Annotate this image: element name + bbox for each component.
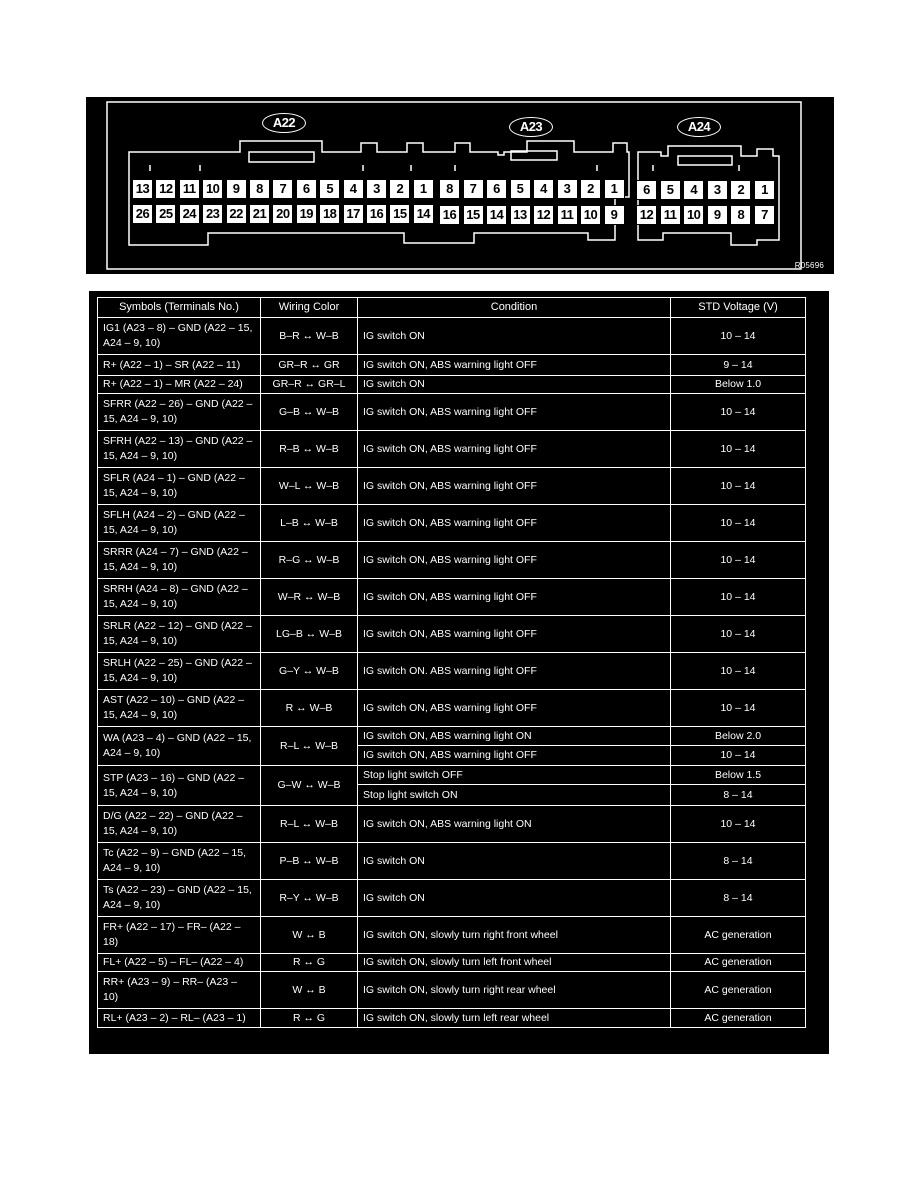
connector-a22-pin: 7	[272, 179, 293, 199]
wiring-color-cell: R ↔ W–B	[261, 690, 358, 727]
std-voltage-cell: 10 – 14	[671, 542, 806, 579]
connector-a22-pin: 9	[226, 179, 247, 199]
connector-a23-pin: 8	[439, 179, 460, 199]
connector-a22-pin: 3	[366, 179, 387, 199]
std-voltage-cell: 10 – 14	[671, 505, 806, 542]
connector-a22-pin: 19	[296, 204, 317, 224]
wiring-color-cell: G–Y ↔ W–B	[261, 653, 358, 690]
header-wiring-color: Wiring Color	[261, 298, 358, 318]
table-row	[98, 376, 806, 394]
connector-a22-pin: 25	[155, 204, 176, 224]
condition-cell: IG switch ON, ABS warning light OFF	[358, 690, 671, 727]
wiring-color-cell: LG–B ↔ W–B	[261, 616, 358, 653]
wiring-color-cell: L–B ↔ W–B	[261, 505, 358, 542]
connector-a23-pin: 6	[486, 179, 507, 199]
connector-a22-pin: 13	[132, 179, 153, 199]
connector-label-a24: A24	[677, 117, 721, 137]
std-voltage-cell: 8 – 14	[671, 843, 806, 880]
connector-a23-pin: 5	[510, 179, 531, 199]
connector-a24-pin: 2	[730, 180, 751, 200]
symbol-cell: D/G (A22 – 22) – GND (A22 – 15, A24 – 9, 10)	[98, 806, 261, 843]
table-row	[98, 806, 806, 843]
connector-a22-pin: 4	[343, 179, 364, 199]
connector-a23-pin: 2	[580, 179, 601, 199]
std-voltage-cell: 10 – 14	[671, 431, 806, 468]
table-row	[98, 468, 806, 505]
wiring-color-cell: W ↔ B	[261, 972, 358, 1009]
condition-cell: Stop light switch ON	[358, 785, 671, 806]
condition-cell: IG switch ON	[358, 376, 671, 394]
connector-label-a23: A23	[509, 117, 553, 137]
std-voltage-cell: AC generation	[671, 917, 806, 954]
std-voltage-cell: 10 – 14	[671, 394, 806, 431]
symbol-cell: FR+ (A22 – 17) – FR– (A22 – 18)	[98, 917, 261, 954]
wiring-color-cell: R–L ↔ W–B	[261, 806, 358, 843]
connector-a22-pin: 15	[389, 204, 410, 224]
connector-a24-pin: 4	[683, 180, 704, 200]
condition-cell: IG switch ON, slowly turn left rear wheel	[358, 1009, 671, 1028]
std-voltage-cell: Below 1.5	[671, 766, 806, 785]
connector-a24-pin: 12	[636, 205, 657, 225]
table-row	[98, 1009, 806, 1028]
connector-a23-pin: 16	[439, 205, 460, 225]
wiring-color-cell: R–B ↔ W–B	[261, 431, 358, 468]
connector-a23-pin: 13	[510, 205, 531, 225]
table-body	[98, 318, 806, 1028]
connector-a24-pin: 6	[636, 180, 657, 200]
table-row	[98, 579, 806, 616]
condition-cell: IG switch ON, slowly turn left front wheel	[358, 954, 671, 972]
condition-cell: IG switch ON, ABS warning light OFF	[358, 746, 671, 766]
wiring-color-cell: R ↔ G	[261, 954, 358, 972]
connector-a22-pin: 26	[132, 204, 153, 224]
connector-a22-pin: 6	[296, 179, 317, 199]
condition-cell: IG switch ON, ABS warning light OFF	[358, 394, 671, 431]
connector-a22-pin: 10	[202, 179, 223, 199]
table-row	[98, 505, 806, 542]
connector-a24-pin: 9	[707, 205, 728, 225]
std-voltage-cell: Below 1.0	[671, 376, 806, 394]
wiring-color-cell: P–B ↔ W–B	[261, 843, 358, 880]
wiring-color-cell: B–R ↔ W–B	[261, 318, 358, 355]
wiring-color-cell: W–R ↔ W–B	[261, 579, 358, 616]
table-row	[98, 766, 806, 785]
wiring-color-cell: W ↔ B	[261, 917, 358, 954]
connector-a24-pin: 7	[754, 205, 775, 225]
connector-a22-pin: 14	[413, 204, 434, 224]
condition-cell: IG switch ON, slowly turn right front wheel	[358, 917, 671, 954]
table-row	[98, 616, 806, 653]
condition-cell: Stop light switch OFF	[358, 766, 671, 785]
connector-a24-pin: 3	[707, 180, 728, 200]
connector-a22-pin: 21	[249, 204, 270, 224]
symbol-cell: RR+ (A23 – 9) – RR– (A23 – 10)	[98, 972, 261, 1009]
spec-table-panel	[89, 291, 829, 1054]
condition-cell: IG switch ON, ABS warning light OFF	[358, 431, 671, 468]
wiring-color-cell: W–L ↔ W–B	[261, 468, 358, 505]
symbol-cell: Ts (A22 – 23) – GND (A22 – 15, A24 – 9, 10)	[98, 880, 261, 917]
condition-cell: IG switch ON, ABS warning light ON	[358, 806, 671, 843]
std-voltage-cell: 10 – 14	[671, 616, 806, 653]
table-row	[98, 431, 806, 468]
std-voltage-cell: AC generation	[671, 954, 806, 972]
std-voltage-cell: 9 – 14	[671, 355, 806, 376]
condition-cell: IG switch ON. ABS warning light OFF	[358, 653, 671, 690]
connector-a23-pin: 1	[604, 179, 625, 199]
symbol-cell: SRLR (A22 – 12) – GND (A22 – 15, A24 – 9, 10)	[98, 616, 261, 653]
condition-cell: IG switch ON, ABS warning light OFF	[358, 505, 671, 542]
table-row	[98, 542, 806, 579]
condition-cell: IG switch ON, slowly turn right rear wheel	[358, 972, 671, 1009]
table-row	[98, 843, 806, 880]
connector-a22-pin: 12	[155, 179, 176, 199]
terminal-voltage-table	[97, 297, 806, 1028]
std-voltage-cell: AC generation	[671, 1009, 806, 1028]
connector-a22-pin: 22	[226, 204, 247, 224]
symbol-cell: IG1 (A23 – 8) – GND (A22 – 15, A24 – 9, 10)	[98, 318, 261, 355]
symbol-cell: SRRH (A24 – 8) – GND (A22 – 15, A24 – 9, 10)	[98, 579, 261, 616]
header-symbols: Symbols (Terminals No.)	[98, 298, 261, 318]
std-voltage-cell: Below 2.0	[671, 727, 806, 746]
condition-cell: IG switch ON, ABS warning light OFF	[358, 542, 671, 579]
symbol-cell: RL+ (A23 – 2) – RL– (A23 – 1)	[98, 1009, 261, 1028]
symbol-cell: Tc (A22 – 9) – GND (A22 – 15, A24 – 9, 10)	[98, 843, 261, 880]
connector-a23-pin: 10	[580, 205, 601, 225]
connector-a23-pin: 7	[463, 179, 484, 199]
symbol-cell: SFRR (A22 – 26) – GND (A22 – 15, A24 – 9, 10)	[98, 394, 261, 431]
table-row	[98, 653, 806, 690]
connector-a24-pin: 10	[683, 205, 704, 225]
table-row	[98, 355, 806, 376]
std-voltage-cell: 10 – 14	[671, 806, 806, 843]
header-condition: Condition	[358, 298, 671, 318]
wiring-color-cell: R–L ↔ W–B	[261, 727, 358, 766]
symbol-cell: R+ (A22 – 1) – MR (A22 – 24)	[98, 376, 261, 394]
std-voltage-cell: AC generation	[671, 972, 806, 1009]
connector-a24-pin: 11	[660, 205, 681, 225]
symbol-cell: STP (A23 – 16) – GND (A22 – 15, A24 – 9, 10)	[98, 766, 261, 806]
connector-a23-pin: 3	[557, 179, 578, 199]
connector-a22-pin: 17	[343, 204, 364, 224]
std-voltage-cell: 10 – 14	[671, 468, 806, 505]
connector-a22-pin: 23	[202, 204, 223, 224]
table-row	[98, 880, 806, 917]
table-row	[98, 394, 806, 431]
std-voltage-cell: 10 – 14	[671, 579, 806, 616]
symbol-cell: SRLH (A22 – 25) – GND (A22 – 15, A24 – 9, 10)	[98, 653, 261, 690]
connector-a24-pin: 8	[730, 205, 751, 225]
table-row	[98, 972, 806, 1009]
table-row	[98, 917, 806, 954]
connector-a22-pin: 20	[272, 204, 293, 224]
wiring-color-cell: G–B ↔ W–B	[261, 394, 358, 431]
wiring-color-cell: G–W ↔ W–B	[261, 766, 358, 806]
symbol-cell: WA (A23 – 4) – GND (A22 – 15, A24 – 9, 10)	[98, 727, 261, 766]
table-row	[98, 727, 806, 746]
wiring-color-cell: R–Y ↔ W–B	[261, 880, 358, 917]
connector-a22-pin: 5	[319, 179, 340, 199]
connector-a22-pin: 8	[249, 179, 270, 199]
symbol-cell: SFRH (A22 – 13) – GND (A22 – 15, A24 – 9, 10)	[98, 431, 261, 468]
symbol-cell: SRRR (A24 – 7) – GND (A22 – 15, A24 – 9, 10)	[98, 542, 261, 579]
wiring-color-cell: GR–R ↔ GR	[261, 355, 358, 376]
connector-a24-pin: 1	[754, 180, 775, 200]
condition-cell: IG switch ON, ABS warning light OFF	[358, 468, 671, 505]
condition-cell: IG switch ON, ABS warning light OFF	[358, 616, 671, 653]
table-row	[98, 954, 806, 972]
connector-a23-pin: 4	[533, 179, 554, 199]
std-voltage-cell: 10 – 14	[671, 746, 806, 766]
wiring-color-cell: R–G ↔ W–B	[261, 542, 358, 579]
connector-a22-pin: 2	[389, 179, 410, 199]
condition-cell: IG switch ON, ABS warning light OFF	[358, 579, 671, 616]
symbol-cell: SFLR (A24 – 1) – GND (A22 – 15, A24 – 9, 10)	[98, 468, 261, 505]
connector-a23-pin: 15	[463, 205, 484, 225]
condition-cell: IG switch ON, ABS warning light ON	[358, 727, 671, 746]
condition-cell: IG switch ON	[358, 843, 671, 880]
table-row	[98, 690, 806, 727]
connector-a22-pin: 1	[413, 179, 434, 199]
std-voltage-cell: 10 – 14	[671, 653, 806, 690]
symbol-cell: R+ (A22 – 1) – SR (A22 – 11)	[98, 355, 261, 376]
connector-diagram	[86, 97, 834, 274]
connector-a22-pin: 18	[319, 204, 340, 224]
wiring-color-cell: GR–R ↔ GR–L	[261, 376, 358, 394]
connector-a23-pin: 12	[533, 205, 554, 225]
table-row	[98, 318, 806, 355]
connector-a22-pin: 11	[179, 179, 200, 199]
condition-cell: IG switch ON	[358, 880, 671, 917]
connector-a22-pin: 24	[179, 204, 200, 224]
connector-a22-pin: 16	[366, 204, 387, 224]
wiring-color-cell: R ↔ G	[261, 1009, 358, 1028]
std-voltage-cell: 8 – 14	[671, 785, 806, 806]
symbol-cell: AST (A22 – 10) – GND (A22 – 15, A24 – 9, 10)	[98, 690, 261, 727]
table-header-row	[98, 298, 806, 318]
header-std-voltage: STD Voltage (V)	[671, 298, 806, 318]
connector-a23-pin: 9	[604, 205, 625, 225]
std-voltage-cell: 10 – 14	[671, 690, 806, 727]
connector-a23-pin: 14	[486, 205, 507, 225]
symbol-cell: SFLH (A24 – 2) – GND (A22 – 15, A24 – 9, 10)	[98, 505, 261, 542]
connector-a24-pin: 5	[660, 180, 681, 200]
symbol-cell: FL+ (A22 – 5) – FL– (A22 – 4)	[98, 954, 261, 972]
connector-a23-pin: 11	[557, 205, 578, 225]
condition-cell: IG switch ON, ABS warning light OFF	[358, 355, 671, 376]
condition-cell: IG switch ON	[358, 318, 671, 355]
figure-code: R05696	[794, 261, 824, 270]
connector-label-a22: A22	[262, 113, 306, 133]
std-voltage-cell: 10 – 14	[671, 318, 806, 355]
std-voltage-cell: 8 – 14	[671, 880, 806, 917]
